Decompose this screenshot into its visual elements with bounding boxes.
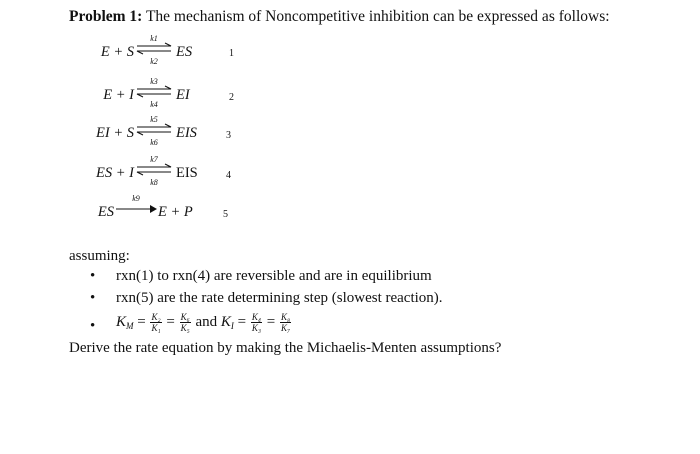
constants-equation bbox=[116, 312, 292, 333]
fraction-k8-k7 bbox=[280, 312, 291, 333]
reaction-3-number: 3 bbox=[226, 130, 231, 141]
fraction-numerator: K₈ bbox=[281, 312, 291, 322]
reaction-1-products: ES bbox=[176, 44, 193, 60]
reaction-4-k-reverse: k8 bbox=[150, 178, 158, 187]
equals-sign: = bbox=[166, 313, 175, 330]
fraction-denominator: K₅ bbox=[180, 323, 190, 333]
problem-statement bbox=[69, 8, 610, 26]
reaction-5 bbox=[0, 194, 700, 228]
ki-symbol: K bbox=[220, 313, 231, 330]
reaction-4 bbox=[0, 155, 700, 189]
equals-sign: = bbox=[137, 313, 146, 330]
reaction-4-reactants: ES + I bbox=[96, 165, 134, 181]
equilibrium-arrow-icon bbox=[136, 123, 172, 137]
assuming-heading: assuming: bbox=[69, 248, 130, 264]
fraction-k6-k5 bbox=[180, 312, 191, 333]
km-symbol: K bbox=[116, 313, 127, 330]
reaction-2-k-reverse: k4 bbox=[150, 100, 158, 109]
reaction-1-number: 1 bbox=[229, 48, 234, 59]
reaction-1-k-forward: k1 bbox=[150, 34, 158, 43]
fraction-k2-k1 bbox=[150, 312, 161, 333]
reaction-4-number: 4 bbox=[226, 170, 231, 181]
reaction-3 bbox=[0, 115, 700, 149]
reaction-4-k-forward: k7 bbox=[150, 155, 158, 164]
reaction-2-number: 2 bbox=[229, 92, 234, 103]
assumption-text: rxn(1) to rxn(4) are reversible and are in equilibrium bbox=[116, 268, 432, 284]
reaction-3-products: EIS bbox=[176, 125, 197, 141]
reaction-5-k-forward: k9 bbox=[132, 194, 140, 203]
and-word: and bbox=[195, 313, 218, 330]
reaction-5-number: 5 bbox=[223, 209, 228, 220]
reaction-1-reactants: E + S bbox=[100, 44, 134, 60]
reaction-2-reactants: E + I bbox=[103, 87, 134, 103]
reaction-2-arrow bbox=[136, 77, 172, 111]
reaction-4-products: EIS bbox=[176, 165, 198, 181]
equilibrium-arrow-icon bbox=[136, 85, 172, 99]
derive-question: Derive the rate equation by making the Michaelis-Menten assumptions? bbox=[69, 340, 502, 356]
bullet-icon: • bbox=[90, 290, 96, 306]
reaction-5-products: E + P bbox=[158, 204, 193, 220]
equilibrium-arrow-icon bbox=[136, 42, 172, 56]
problem-text: The mechanism of Noncompetitive inhibition can be expressed as follows: bbox=[145, 8, 610, 25]
arrow-right-icon bbox=[116, 202, 158, 216]
fraction-denominator: K₁ bbox=[151, 323, 161, 333]
reaction-1-k-reverse: k2 bbox=[150, 57, 158, 66]
reaction-1 bbox=[0, 34, 700, 68]
bullet-icon: • bbox=[90, 318, 96, 334]
reaction-3-k-forward: k5 bbox=[150, 115, 158, 124]
reaction-3-reactants: EI + S bbox=[96, 125, 134, 141]
reaction-2-products: EI bbox=[176, 87, 190, 103]
reaction-2 bbox=[0, 77, 700, 111]
reaction-3-k-reverse: k6 bbox=[150, 138, 158, 147]
bullet-icon: • bbox=[90, 268, 96, 284]
problem-label: Problem 1: bbox=[69, 8, 143, 25]
assumption-text: rxn(5) are the rate determining step (slowest reaction). bbox=[116, 290, 443, 306]
reaction-2-k-forward: k3 bbox=[150, 77, 158, 86]
km-subscript: M bbox=[126, 320, 134, 331]
fraction-numerator: K₆ bbox=[180, 312, 190, 322]
ki-subscript: I bbox=[230, 320, 234, 331]
fraction-k4-k3 bbox=[251, 312, 262, 333]
equals-sign: = bbox=[266, 313, 276, 330]
reaction-5-arrow bbox=[116, 194, 158, 228]
fraction-numerator: K₄ bbox=[251, 312, 262, 322]
reaction-1-arrow bbox=[136, 34, 172, 68]
fraction-denominator: K₇ bbox=[281, 323, 291, 333]
equilibrium-arrow-icon bbox=[136, 163, 172, 177]
equals-sign: = bbox=[237, 313, 247, 330]
fraction-denominator: K₃ bbox=[251, 323, 262, 333]
reaction-5-reactants: ES bbox=[97, 204, 114, 220]
fraction-numerator: K₂ bbox=[151, 312, 161, 322]
reaction-4-arrow bbox=[136, 155, 172, 189]
reaction-3-arrow bbox=[136, 115, 172, 149]
